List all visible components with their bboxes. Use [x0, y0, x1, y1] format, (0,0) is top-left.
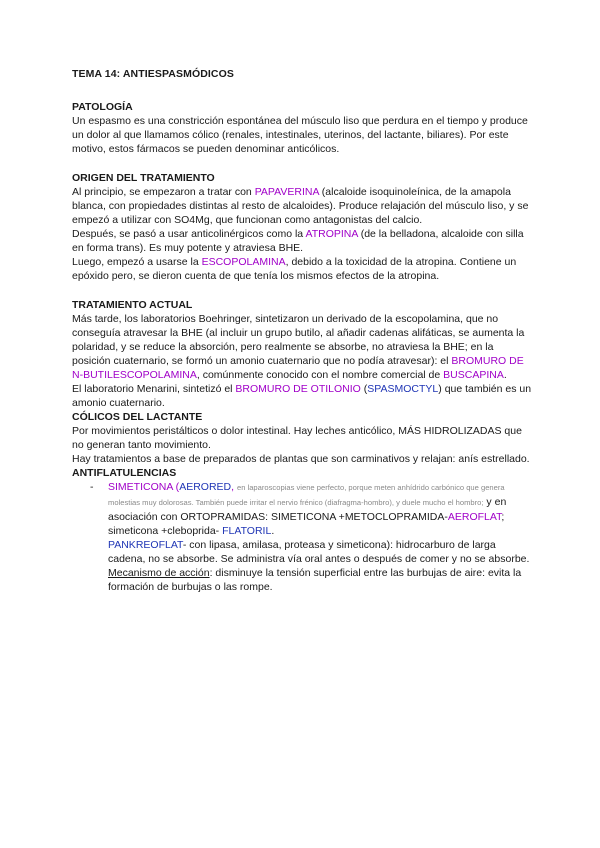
- paragraph-escopolamina: Luego, empezó a usarse la ESCOPOLAMINA, debido a la toxicidad de la atropina. Contiene un epóxido pero, se dieron cuenta de que tenía los mismos efectos de la atropina.: [72, 256, 517, 282]
- drug-papaverina: PAPAVERINA: [254, 186, 319, 198]
- section-antiflatulencias: [72, 466, 532, 594]
- section-origen: [72, 171, 532, 283]
- section-patologia: [72, 100, 532, 156]
- page-title: TEMA 14: ANTIESPASMÓDICOS: [72, 68, 234, 80]
- list-item: - SIMETICONA (AERORED, en laparoscopias viene perfecto, porque meten anhídrido carbónico que genera molestias muy dolorosas. También puede irritar el nervio frénico (diafragma-hombro), y duele mucho el hombro; y en asociación con ORTOPRAMIDAS: SIMETICONA +METOCLOPRAMIDA-AEROFLAT; simeticona +cleboprida- FLATORIL. PANKREOFLAT- con lipasa, amilasa, proteasa y simeticona): hidrocarburo de larga cadena, no se absorbe. Se administra vía oral antes o después de comer y no se absorbe. Mecanismo de acción: disminuye la tensión superficial entre las burbujas de aire: evita la formación de burbujas o las rompe.: [108, 480, 532, 594]
- brand-buscapina: BUSCAPINA: [443, 369, 504, 381]
- paragraph-otilonio: El laboratorio Menarini, sintetizó el BROMURO DE OTILONIO (SPASMOCTYL) que también es un amonio cuaternario.: [72, 383, 532, 409]
- drug-escopolamina: ESCOPOLAMINA: [201, 256, 286, 268]
- paragraph-butilescopolamina: Más tarde, los laboratorios Boehringer, sintetizaron un derivado de la escopolamina, que no conseguía atravesar la BHE (al incluir un grupo butilo, al añadir cadenas alifáticas, se aumenta la polaridad, y se reduce la absorción, pero realmente se absorbe, no atraviesa la BHE; en la posición cuaternario, se formó un amonio cuaternario que no podía atravesar): el BROMURO DE N-BUTILESCOPOLAMINA, comúnmente conocido con el nombre comercial de BUSCAPINA.: [72, 313, 525, 381]
- paragraph-patologia: Un espasmo es una constricción espontánea del músculo liso que perdura en el tiempo y produce un dolor al que llamamos cólico (renales, intestinales, uterinos, del lactante, biliares). Por este motivo, estos fármacos se pueden denominar anticólicos.: [72, 115, 528, 155]
- heading-tratamiento-actual: TRATAMIENTO ACTUAL: [72, 299, 193, 311]
- section-tratamiento-actual: [72, 298, 532, 410]
- heading-patologia: PATOLOGÍA: [72, 101, 133, 113]
- drug-atropina: ATROPINA: [305, 228, 358, 240]
- antiflatulencias-list: [72, 480, 532, 594]
- drug-butilescopolamina: BROMURO DE N-BUTILESCOPOLAMINA: [72, 355, 524, 381]
- brand-flatoril: FLATORIL: [222, 525, 272, 537]
- heading-antiflatulencias: ANTIFLATULENCIAS: [72, 467, 177, 479]
- paragraph-atropina: Después, se pasó a usar anticolinérgicos como la ATROPINA (de la belladona, alcaloide con silla en forma trans). Es muy potente y atraviesa BHE.: [72, 228, 524, 254]
- heading-origen: ORIGEN DEL TRATAMIENTO: [72, 172, 215, 184]
- paragraph-papaverina: Al principio, se empezaron a tratar con PAPAVERINA (alcaloide isoquinoleínica, de la amapola blanca, con propiedades distintas al resto de alcaloides). Produce relajación del músculo liso, y se empezó a utilizar con SO4Mg, que funcionan como antagonistas del calcio.: [72, 186, 529, 226]
- brand-pankreoflat: PANKREOFLAT: [108, 539, 183, 551]
- brand-aeroflat: AEROFLAT: [447, 511, 502, 523]
- brand-spasmoctyl: SPASMOCTYL: [367, 383, 439, 395]
- brand-aerored: AERORED: [179, 481, 232, 493]
- paragraph-colicos-2: Hay tratamientos a base de preparados de plantas que son carminativos y relajan: anís estrellado.: [72, 453, 530, 465]
- section-colicos: [72, 410, 532, 466]
- heading-colicos: CÓLICOS DEL LACTANTE: [72, 411, 203, 423]
- document-page: [72, 68, 532, 594]
- note-laparoscopias: en laparoscopias viene perfecto, porque meten anhídrido carbónico que genera molestias muy dolorosas. También puede irritar el nervio frénico (diafragma-hombro), y duele mucho el hombro;: [108, 483, 505, 507]
- paragraph-colicos-1: Por movimientos peristálticos o dolor intestinal. Hay leches anticólico, MÁS HIDROLIZADAS que no generan tanto movimiento.: [72, 425, 522, 451]
- drug-otilonio: BROMURO DE OTILONIO: [235, 383, 361, 395]
- mecanismo-label: Mecanismo de acción: [108, 567, 210, 579]
